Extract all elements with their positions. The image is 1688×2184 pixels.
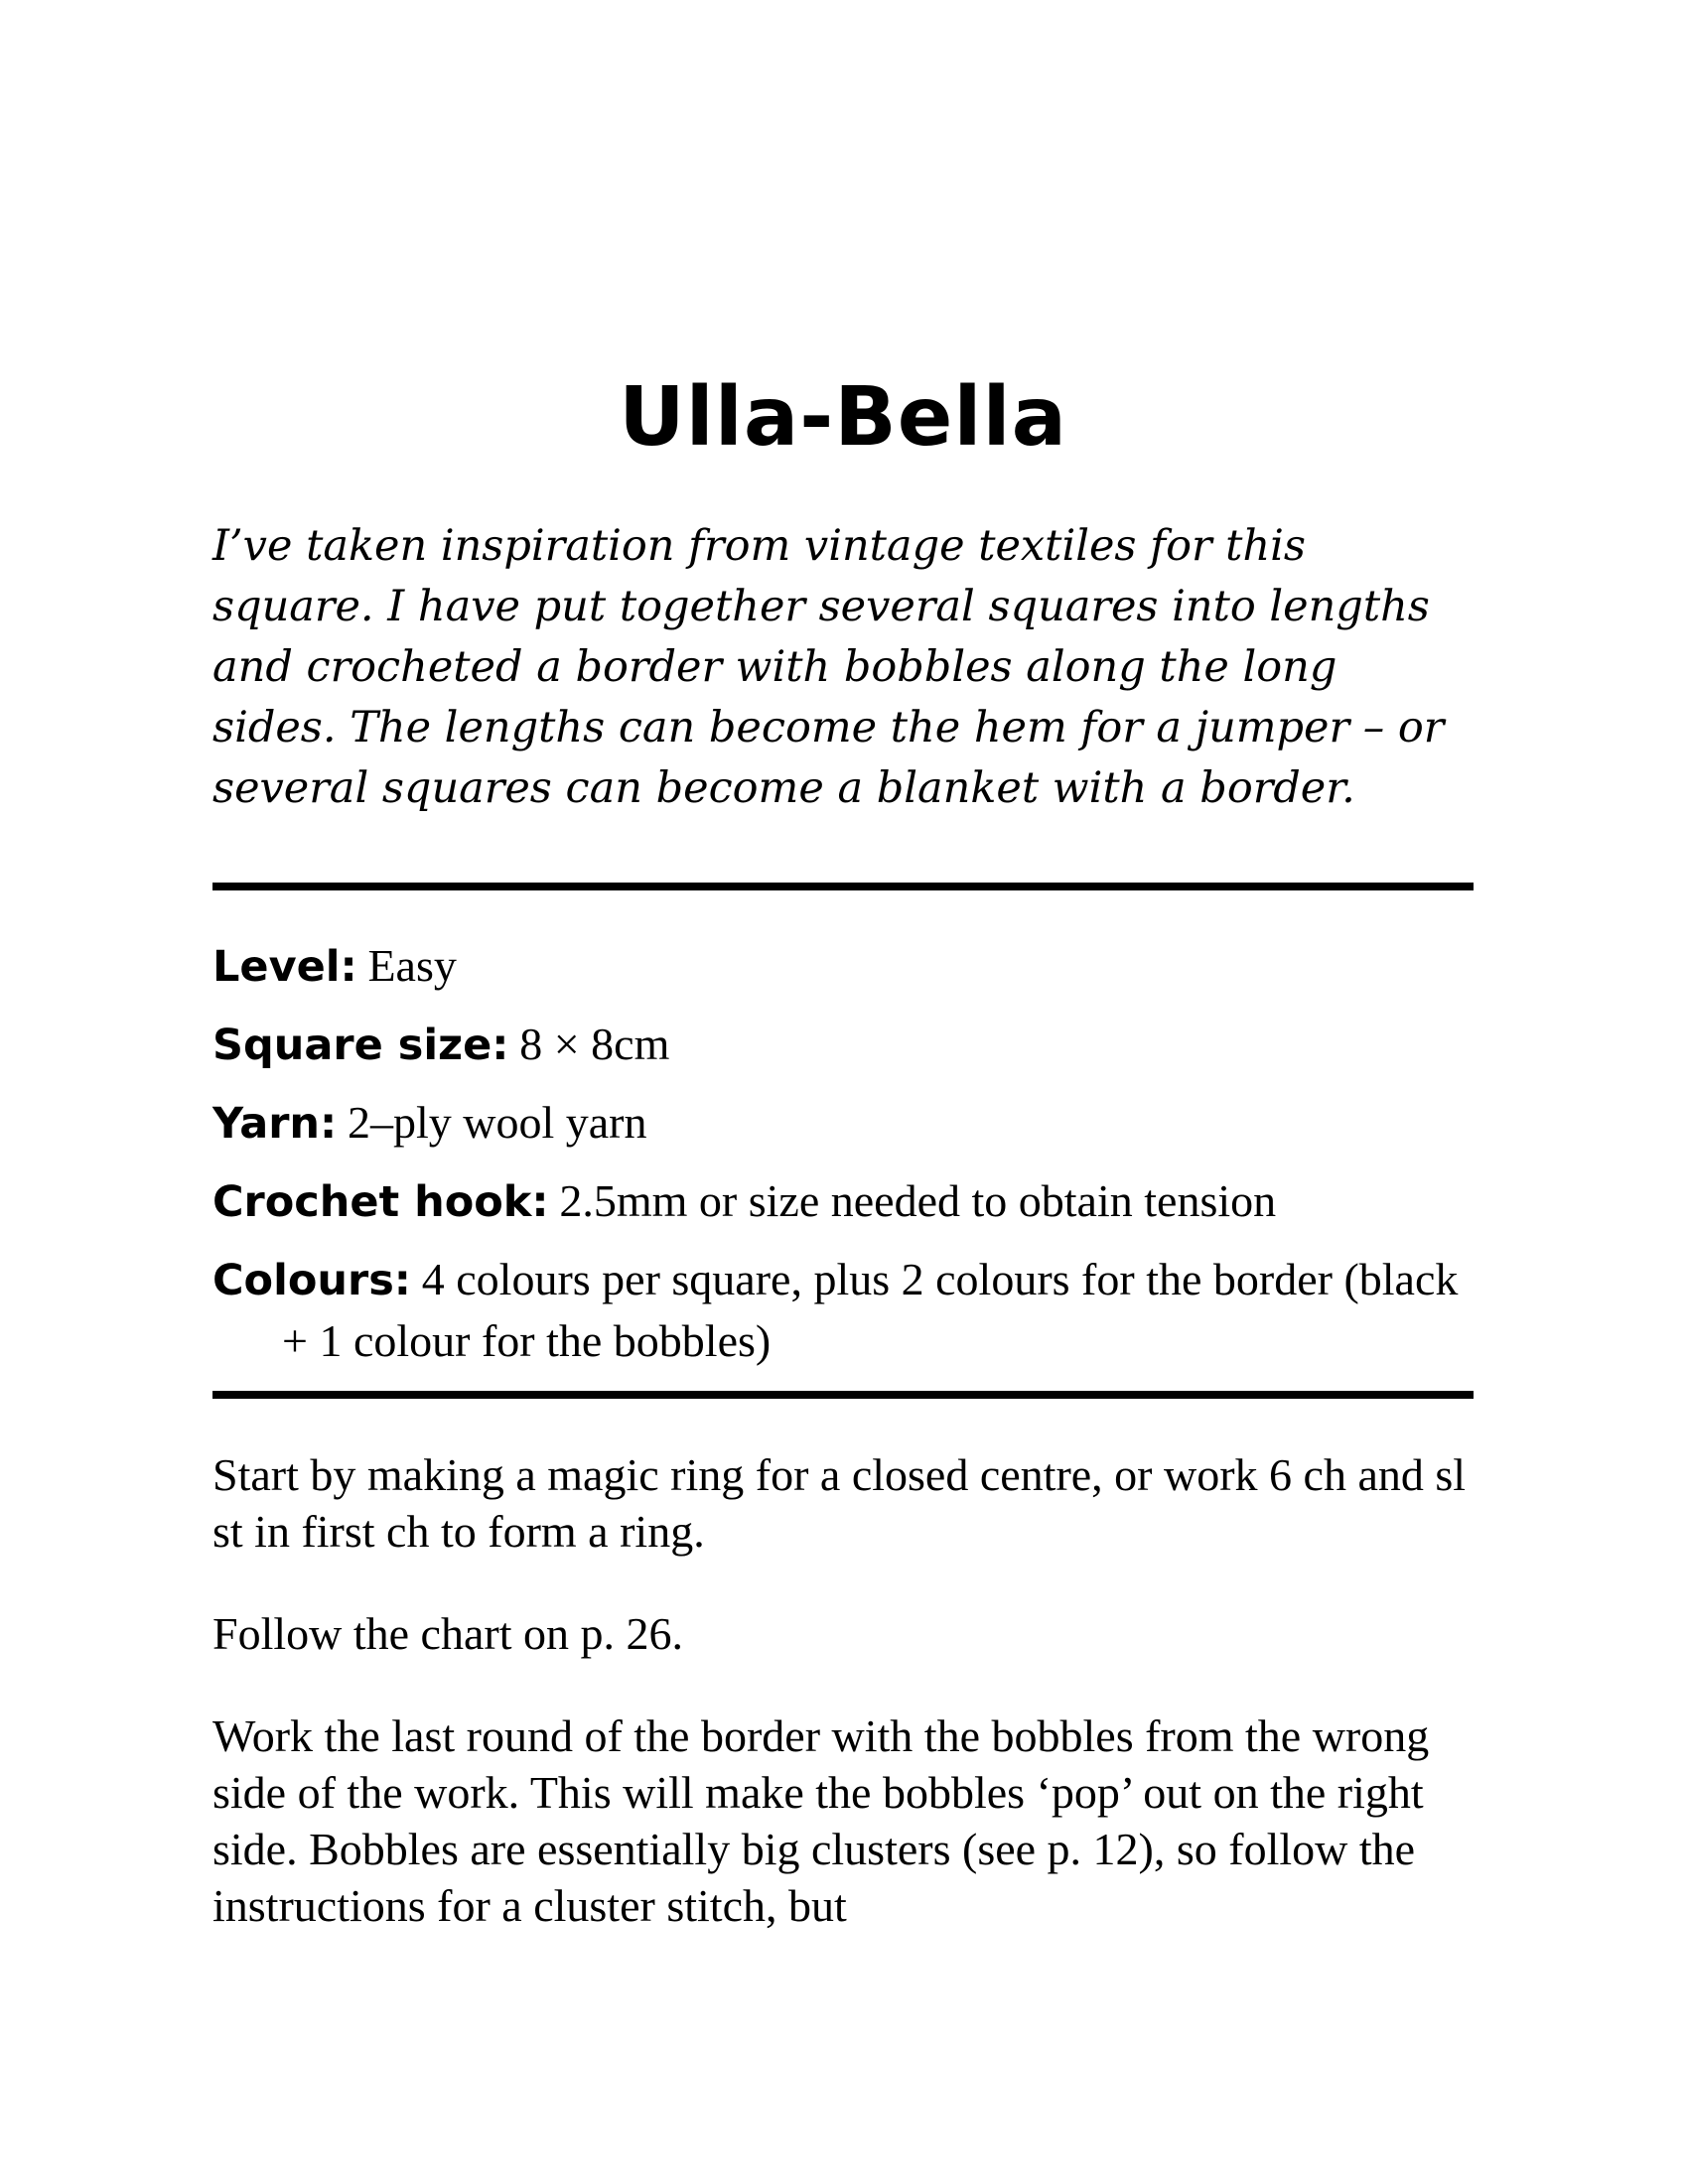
spec-level (212, 936, 1474, 998)
pattern-specs (212, 936, 1474, 1373)
spec-size-value: 8 × 8cm (519, 1019, 670, 1069)
spec-level-value: Easy (367, 940, 457, 991)
page-title: Ulla-Bella (619, 370, 1067, 465)
spec-yarn-label: Yarn: (212, 1099, 338, 1149)
spec-colours-value: 4 colours per square, plus 2 colours for the border (black + 1 colour for the bobbles) (282, 1254, 1459, 1366)
instruction-paragraph-bobbles: Work the last round of the border with the bobbles from the wrong side of the work. This will make the bobbles ‘pop’ out on the right side. Bobbles are essentially big clusters (see p. 12), so follow the instructions for a cluster stitch, but (212, 1710, 1430, 1931)
spec-square-size (212, 1015, 1474, 1076)
spec-hook-value: 2.5mm or size needed to obtain tension (559, 1175, 1277, 1226)
spec-crochet-hook (212, 1171, 1474, 1233)
instruction-paragraph-chart: Follow the chart on p. 26. (212, 1608, 683, 1659)
instruction-paragraph-ring: Start by making a magic ring for a closed centre, or work 6 ch and sl st in first ch to form a ring. (212, 1449, 1467, 1557)
divider-bottom (212, 1391, 1474, 1399)
spec-yarn-value: 2–ply wool yarn (347, 1097, 647, 1148)
intro-paragraph: I’ve taken inspiration from vintage textiles for this square. I have put together several squares into lengths and crocheted a border with bobbles along the long sides. The lengths can become the hem for a jumper – or several squares can become a blanket with a border. (212, 521, 1445, 813)
spec-hook-label: Crochet hook: (212, 1177, 549, 1227)
divider-top (212, 883, 1474, 890)
spec-size-label: Square size: (212, 1021, 509, 1070)
spec-yarn (212, 1093, 1474, 1155)
spec-colours (212, 1250, 1474, 1373)
spec-colours-label: Colours: (212, 1256, 411, 1305)
page-content (212, 370, 1474, 1934)
spec-level-label: Level: (212, 942, 357, 992)
